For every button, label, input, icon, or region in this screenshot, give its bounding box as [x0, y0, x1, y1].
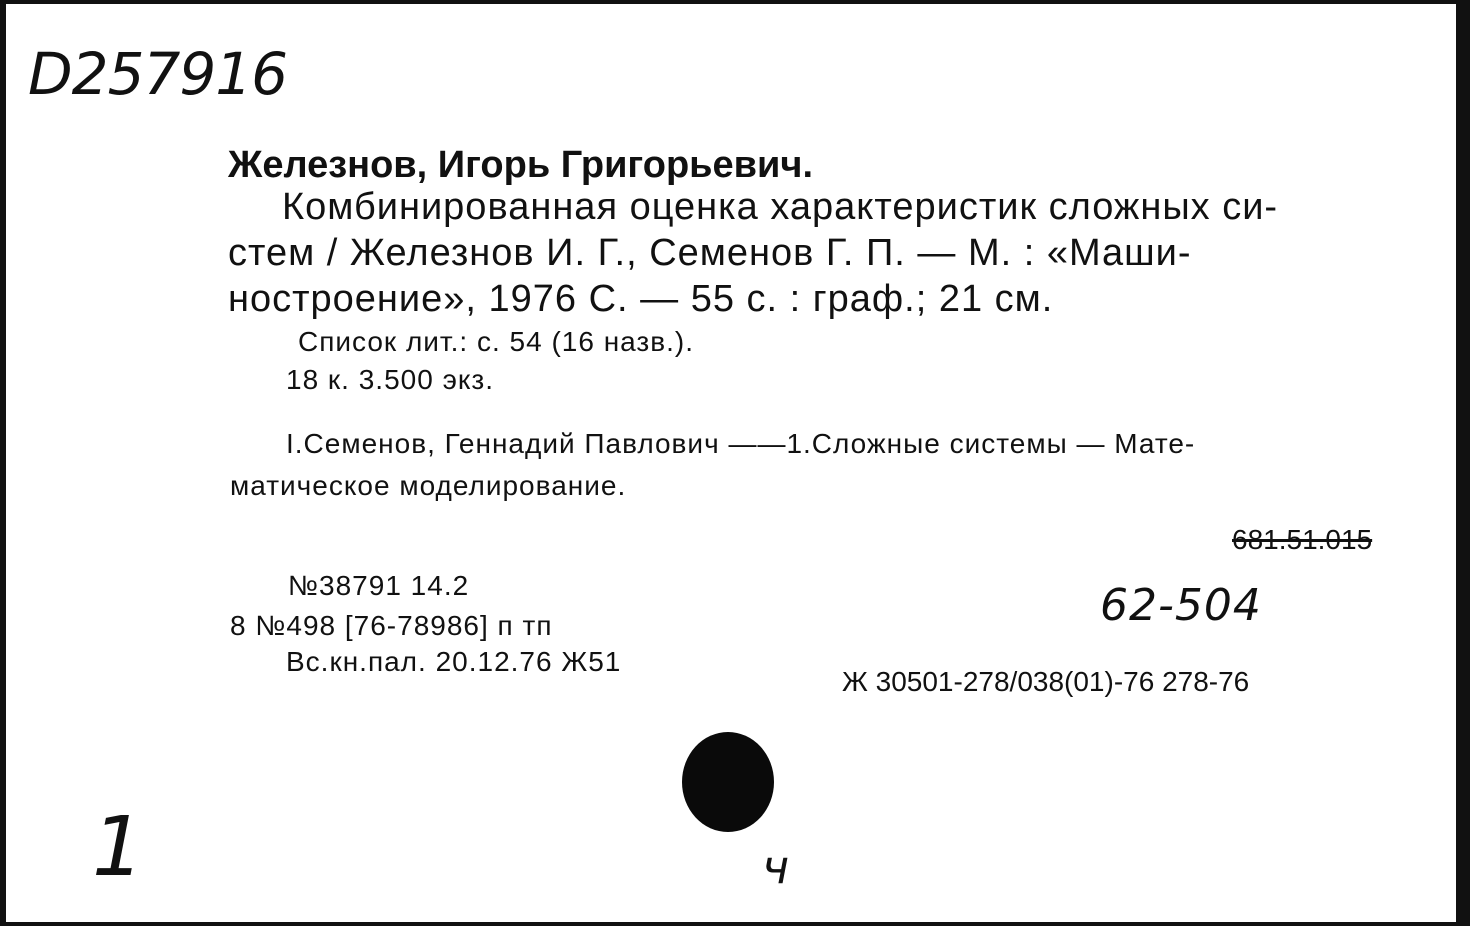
author-heading: Железнов, Игорь Григорьевич. — [228, 144, 814, 186]
title-line-1: Комбинированная оценка характеристик сложных си- — [282, 186, 1279, 228]
registration-line-2: 8 №498 [76-78986] п тп — [230, 610, 553, 641]
handwritten-page-mark: 1 — [92, 800, 145, 895]
registration-line-3: Вс.кн.пал. 20.12.76 Ж51 — [286, 646, 622, 677]
handwritten-shelf-mark: 62-504 — [1100, 580, 1262, 631]
bbk-code-line: Ж 30501-278/038(01)-76 278-76 — [842, 666, 1250, 697]
card-edge-left — [0, 0, 6, 926]
registration-line-1: №38791 14.2 — [288, 570, 470, 601]
punch-hole — [682, 732, 774, 832]
price-circulation: 18 к. 3.500 экз. — [286, 364, 495, 395]
handwritten-bottom-mark: ч — [762, 840, 790, 894]
card-edge-bottom — [0, 922, 1470, 926]
bibliography-note: Список лит.: с. 54 (16 назв.). — [298, 326, 695, 357]
tracings-line-2: матическое моделирование. — [230, 470, 627, 501]
card-edge-top — [0, 0, 1470, 4]
title-line-3: ностроение», 1976 С. — 55 с. : граф.; 21 см. — [228, 278, 1054, 320]
udc-code-struck: 681.51.015 — [1232, 524, 1373, 555]
title-line-2: стем / Железнов И. Г., Семенов Г. П. — М. : «Маши- — [228, 232, 1192, 274]
handwritten-catalog-id: D257916 — [28, 40, 288, 108]
card-edge-right — [1456, 0, 1470, 926]
tracings-line-1: I.Семенов, Геннадий Павлович ——1.Сложные системы — Мате- — [286, 428, 1196, 459]
